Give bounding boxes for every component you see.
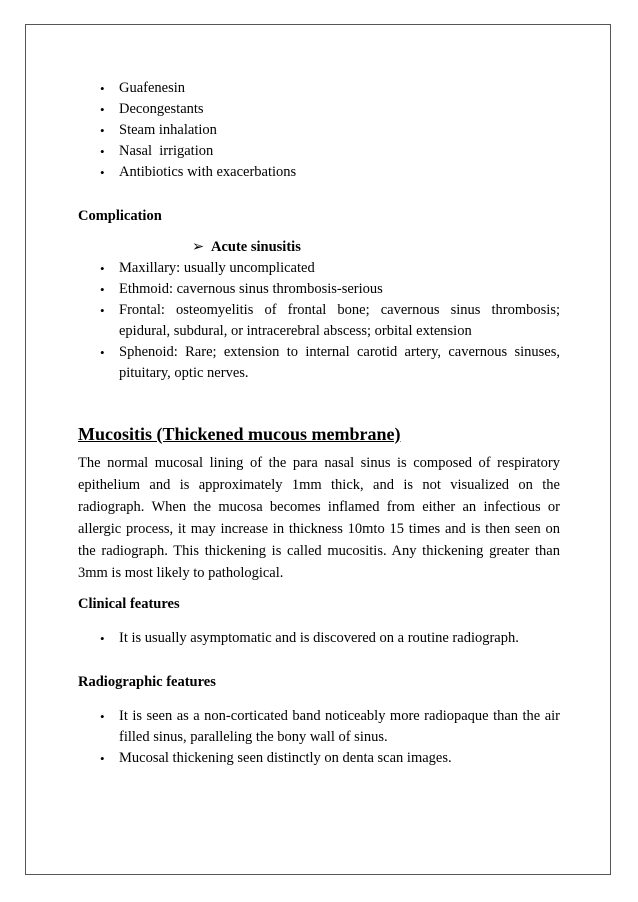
list-item: • Decongestants — [78, 99, 560, 120]
bullet-icon: • — [100, 282, 105, 297]
bullet-icon: • — [100, 631, 105, 646]
list-item: • It is usually asymptomatic and is discovered on a routine radiograph. — [78, 628, 560, 649]
complication-list — [78, 258, 560, 384]
bullet-icon: • — [100, 144, 105, 159]
bullet-icon: • — [100, 751, 105, 766]
page-content — [78, 78, 560, 769]
bullet-icon: • — [100, 123, 105, 138]
clinical-features-list — [78, 628, 560, 649]
radiographic-features-list — [78, 706, 560, 769]
list-item: • Sphenoid: Rare; extension to internal carotid artery, cavernous sinuses, pituitary, optic nerves. — [100, 344, 560, 381]
mucositis-title: Mucositis (Thickened mucous membrane) — [78, 424, 401, 444]
acute-sinusitis-subheading: ➢ Acute sinusitis — [78, 237, 560, 258]
list-item: • It is seen as a non-corticated band noticeably more radiopaque than the air filled sinus, paralleling the bony wall of sinus. — [100, 708, 560, 745]
radiographic-features-heading: Radiographic features — [78, 674, 216, 690]
list-item: • Mucosal thickening seen distinctly on denta scan images. — [78, 748, 560, 769]
bullet-icon: • — [100, 261, 105, 276]
mucositis-paragraph: The normal mucosal lining of the para nasal sinus is composed of respiratory epithelium and is approximately 1mm thick, and is not visualized on the radiograph. When the mucosa becomes inflamed from either an infectious or allergic process, it may increase in thickness 10mto 15 times and is then seen on the radiograph. This thickening is called mucositis. Any thickening greater than 3mm is most likely to pathological. — [78, 455, 560, 581]
bullet-icon: • — [100, 709, 105, 724]
list-item: • Frontal: osteomyelitis of frontal bone; cavernous sinus thrombosis; epidural, subdural, or intracerebral abscess; orbital extension — [100, 302, 560, 339]
bullet-icon: • — [100, 345, 105, 360]
complication-heading: Complication — [78, 208, 162, 224]
bullet-icon: • — [100, 165, 105, 180]
bullet-icon: • — [100, 81, 105, 96]
list-item: • Guafenesin — [78, 78, 560, 99]
clinical-features-heading: Clinical features — [78, 596, 180, 612]
bullet-icon: • — [100, 102, 105, 117]
arrow-bullet-icon: ➢ — [192, 239, 205, 255]
list-item: • Antibiotics with exacerbations — [78, 162, 560, 183]
list-item: • Maxillary: usually uncomplicated — [78, 258, 560, 279]
list-item: • Ethmoid: cavernous sinus thrombosis-serious — [78, 279, 560, 300]
treatment-list — [78, 78, 560, 183]
list-item: • Nasal irrigation — [78, 141, 560, 162]
bullet-icon: • — [100, 303, 105, 318]
list-item: • Steam inhalation — [78, 120, 560, 141]
